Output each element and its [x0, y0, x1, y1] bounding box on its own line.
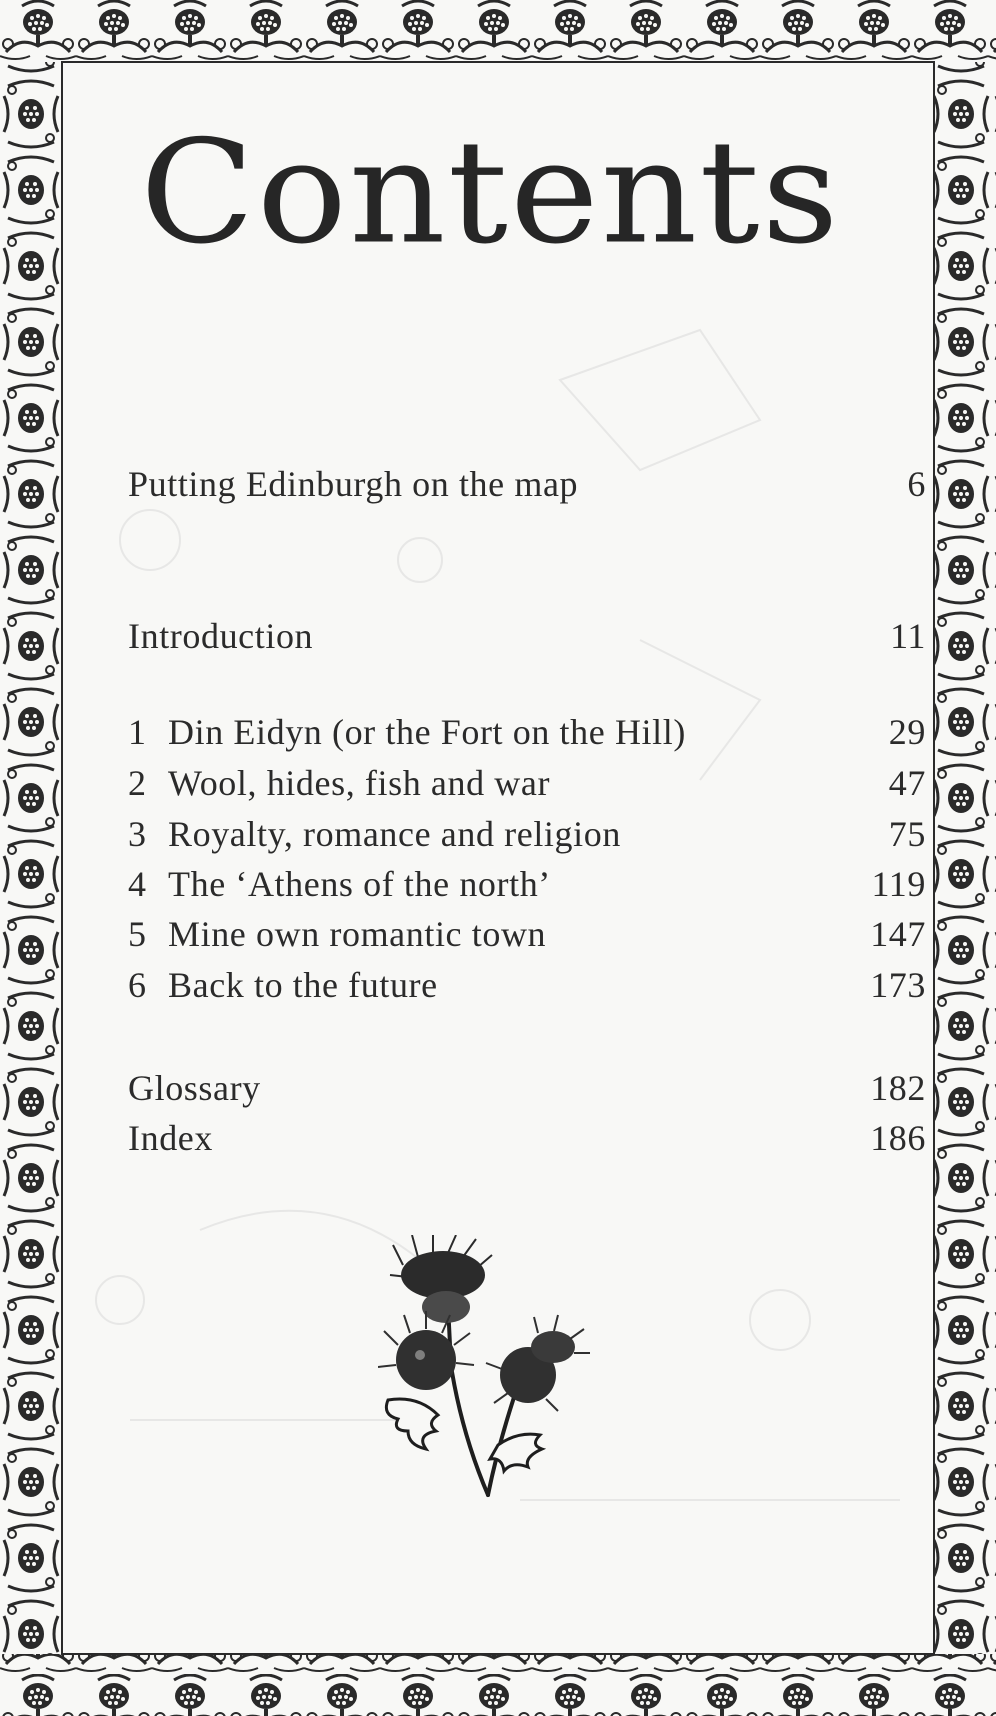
toc-entry-page: 186 [870, 1118, 926, 1158]
toc-entry-page: 11 [890, 616, 926, 656]
toc-entry [128, 616, 926, 656]
toc-entry-number: 1 [128, 712, 147, 752]
toc-entry-page: 29 [888, 712, 926, 752]
toc-entry-page: 47 [888, 763, 926, 803]
toc-entry-label: Index [128, 1118, 213, 1158]
toc-entry [128, 864, 926, 904]
toc-entry-page: 147 [870, 914, 926, 954]
toc-entry-number: 3 [128, 814, 147, 854]
toc-entry-number: 4 [128, 864, 147, 904]
toc-entry-label: Royalty, romance and religion [168, 814, 621, 854]
toc-entry-label: The ‘Athens of the north’ [168, 864, 551, 904]
toc-entry-page: 119 [871, 864, 926, 904]
toc-entry [128, 464, 926, 504]
toc-entry-label: Din Eidyn (or the Fort on the Hill) [168, 712, 686, 752]
toc-entry [128, 763, 926, 803]
toc-entry-number: 6 [128, 965, 147, 1005]
toc-entry-label: Wool, hides, fish and war [168, 763, 551, 803]
toc-entry [128, 814, 926, 854]
toc-entry-label: Glossary [128, 1068, 261, 1108]
toc-entry [128, 1118, 926, 1158]
toc-entry-label: Mine own romantic town [168, 914, 547, 954]
thistle-illustration-icon [378, 1235, 618, 1515]
toc-entry-page: 182 [870, 1068, 926, 1108]
toc-entry-page: 6 [907, 464, 926, 504]
toc-entry-page: 173 [870, 965, 926, 1005]
toc-entry-number: 5 [128, 914, 147, 954]
toc-entry [128, 914, 926, 954]
toc-entry-label: Putting Edinburgh on the map [128, 464, 579, 504]
toc-entry-label: Back to the future [168, 965, 438, 1005]
page-title: Contents [140, 110, 841, 276]
toc-entry [128, 712, 926, 752]
toc-entry-page: 75 [888, 814, 926, 854]
toc-entry [128, 1068, 926, 1108]
toc-entry-label: Introduction [128, 616, 314, 656]
toc-entry-number: 2 [128, 763, 147, 803]
toc-entry [128, 965, 926, 1005]
